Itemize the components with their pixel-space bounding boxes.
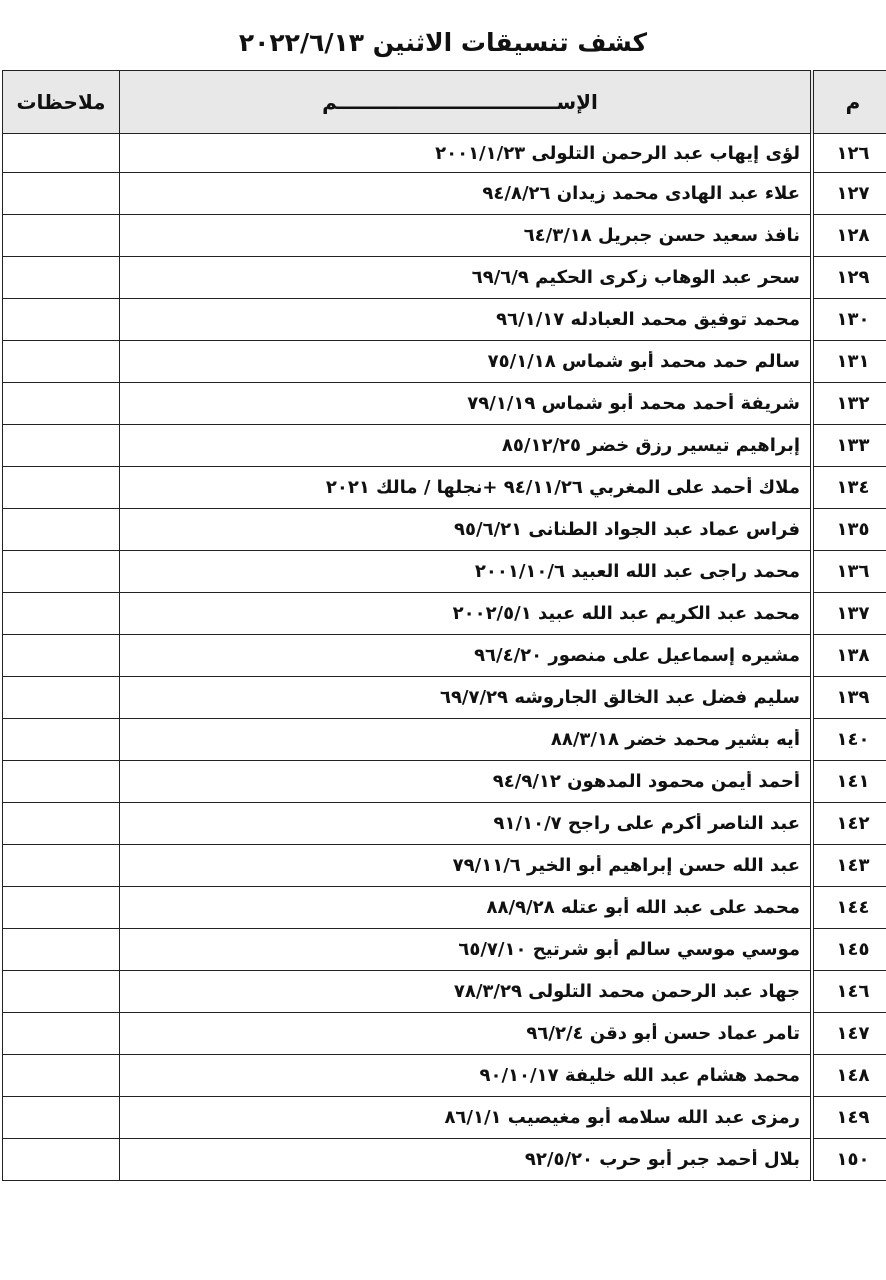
row-name-text: علاء عبد الهادى محمد زيدان ٩٤/٨/٢٦ <box>482 183 800 204</box>
table-row <box>3 1097 886 1139</box>
row-notes <box>3 551 120 593</box>
row-number <box>812 1139 886 1181</box>
row-notes <box>3 887 120 929</box>
row-number <box>812 299 886 341</box>
row-number <box>812 761 886 803</box>
row-number <box>812 887 886 929</box>
row-notes <box>3 425 120 467</box>
table-row <box>3 929 886 971</box>
table-row <box>3 1013 886 1055</box>
row-name-text: شريفة أحمد محمد أبو شماس ٧٩/١/١٩ <box>467 393 800 414</box>
row-number <box>812 257 886 299</box>
row-name <box>120 677 813 719</box>
table-row <box>3 134 886 173</box>
table-row <box>3 299 886 341</box>
row-number <box>812 341 886 383</box>
row-notes <box>3 635 120 677</box>
row-number-text: ١٣١ <box>836 351 870 372</box>
row-notes <box>3 215 120 257</box>
table-row <box>3 551 886 593</box>
header-notes: ملاحظات <box>3 71 120 134</box>
row-name-text: موسي موسي سالم أبو شرتيح ٦٥/٧/١٠ <box>458 939 800 960</box>
row-notes <box>3 299 120 341</box>
row-number-text: ١٣٨ <box>836 645 870 666</box>
row-name <box>120 1055 813 1097</box>
row-name <box>120 257 813 299</box>
row-number-text: ١٢٧ <box>836 183 870 204</box>
table-row <box>3 803 886 845</box>
row-name-text: نافذ سعيد حسن جبريل ٦٤/٣/١٨ <box>523 225 800 246</box>
row-number-text: ١٤٦ <box>836 981 870 1002</box>
row-name <box>120 887 813 929</box>
row-name <box>120 425 813 467</box>
table-row <box>3 341 886 383</box>
row-notes <box>3 761 120 803</box>
page-title: كشف تنسيقات الاثنين ٢٠٢٢/٦/١٣ <box>238 28 648 57</box>
row-name-text: ملاك أحمد على المغربي ٩٤/١١/٢٦ +نجلها / مالك ٢٠٢١ <box>325 477 800 498</box>
row-number-text: ١٤٤ <box>836 897 870 918</box>
row-number-text: ١٢٦ <box>836 142 870 164</box>
row-name-text: محمد عبد الكريم عبد الله عبيد ٢٠٠٢/٥/١ <box>452 603 800 624</box>
row-number <box>812 971 886 1013</box>
row-number-text: ١٤٥ <box>836 939 870 960</box>
row-number <box>812 719 886 761</box>
row-notes <box>3 1139 120 1181</box>
table-row <box>3 887 886 929</box>
row-number-text: ١٣٢ <box>836 393 870 414</box>
row-number <box>812 425 886 467</box>
row-number-text: ١٤٣ <box>836 855 870 876</box>
row-name-text: لؤى إيهاب عبد الرحمن التلولى ٢٠٠١/١/٢٣ <box>435 142 800 164</box>
row-number-text: ١٣٣ <box>836 435 870 456</box>
table-row <box>3 425 886 467</box>
row-name <box>120 971 813 1013</box>
row-name-text: محمد توفيق محمد العبادله ٩٦/١/١٧ <box>496 309 800 330</box>
row-number <box>812 551 886 593</box>
row-name <box>120 215 813 257</box>
row-name-text: فراس عماد عبد الجواد الطنانى ٩٥/٦/٢١ <box>454 519 800 540</box>
row-number <box>812 635 886 677</box>
row-notes <box>3 845 120 887</box>
row-number <box>812 803 886 845</box>
table-row <box>3 257 886 299</box>
row-notes <box>3 257 120 299</box>
row-number-text: ١٣٧ <box>836 603 870 624</box>
table-row <box>3 593 886 635</box>
row-name <box>120 761 813 803</box>
row-notes <box>3 1055 120 1097</box>
row-number <box>812 677 886 719</box>
header-name: الإســــــــــــــــــــــــــــــــم <box>120 71 813 134</box>
row-name-text: أيه بشير محمد خضر ٨٨/٣/١٨ <box>550 729 800 750</box>
row-number-text: ١٤٠ <box>836 729 870 750</box>
row-name-text: سالم حمد محمد أبو شماس ٧٥/١/١٨ <box>487 351 800 372</box>
row-number-text: ١٥٠ <box>836 1149 870 1170</box>
row-name <box>120 1013 813 1055</box>
row-name <box>120 1139 813 1181</box>
row-notes <box>3 971 120 1013</box>
row-number-text: ١٤٧ <box>836 1023 870 1044</box>
row-notes <box>3 1013 120 1055</box>
table-row <box>3 719 886 761</box>
row-name-text: سليم فضل عبد الخالق الجاروشه ٦٩/٧/٢٩ <box>439 687 800 708</box>
table-row <box>3 173 886 215</box>
table-body <box>3 134 886 1181</box>
row-notes <box>3 341 120 383</box>
row-number-text: ١٣٠ <box>836 309 870 330</box>
row-name <box>120 467 813 509</box>
table-row <box>3 761 886 803</box>
row-number <box>812 1055 886 1097</box>
row-number-text: ١٣٩ <box>836 687 870 708</box>
row-number <box>812 134 886 173</box>
row-notes <box>3 719 120 761</box>
row-name-text: مشيره إسماعيل على منصور ٩٦/٤/٢٠ <box>474 645 800 666</box>
row-number-text: ١٤٩ <box>836 1107 870 1128</box>
row-number <box>812 593 886 635</box>
row-name <box>120 719 813 761</box>
row-name <box>120 929 813 971</box>
row-number <box>812 845 886 887</box>
row-name-text: محمد هشام عبد الله خليفة ٩٠/١٠/١٧ <box>479 1065 800 1086</box>
row-notes <box>3 509 120 551</box>
row-name-text: جهاد عبد الرحمن محمد التلولى ٧٨/٣/٢٩ <box>453 981 800 1002</box>
row-name-text: محمد على عبد الله أبو عتله ٨٨/٩/٢٨ <box>486 897 800 918</box>
row-number <box>812 173 886 215</box>
row-notes <box>3 593 120 635</box>
row-name <box>120 509 813 551</box>
row-number-text: ١٣٦ <box>836 561 870 582</box>
row-name <box>120 173 813 215</box>
row-number <box>812 1097 886 1139</box>
row-number <box>812 929 886 971</box>
row-name-text: رمزى عبد الله سلامه أبو مغيصيب ٨٦/١/١ <box>444 1107 800 1128</box>
row-number-text: ١٢٩ <box>836 267 870 288</box>
row-name <box>120 593 813 635</box>
row-name-text: عبد الناصر أكرم على راجح ٩١/١٠/٧ <box>493 813 800 834</box>
row-name <box>120 134 813 173</box>
row-name-text: عبد الله حسن إبراهيم أبو الخير ٧٩/١١/٦ <box>452 855 800 876</box>
table-row <box>3 383 886 425</box>
row-number <box>812 215 886 257</box>
row-name-text: إبراهيم تيسير رزق خضر ٨٥/١٢/٢٥ <box>501 435 800 456</box>
table-row <box>3 1139 886 1181</box>
table-row <box>3 467 886 509</box>
row-name-text: سحر عبد الوهاب زكرى الحكيم ٦٩/٦/٩ <box>471 267 800 288</box>
table-row <box>3 677 886 719</box>
table-row <box>3 971 886 1013</box>
names-table <box>2 70 886 1181</box>
row-name <box>120 1097 813 1139</box>
row-number-text: ١٤١ <box>836 771 870 792</box>
row-notes <box>3 1097 120 1139</box>
row-notes <box>3 677 120 719</box>
row-notes <box>3 383 120 425</box>
row-notes <box>3 803 120 845</box>
row-notes <box>3 467 120 509</box>
header-number: م <box>812 71 886 134</box>
table-row <box>3 845 886 887</box>
table-row <box>3 635 886 677</box>
row-name <box>120 383 813 425</box>
row-number <box>812 383 886 425</box>
row-name <box>120 803 813 845</box>
row-name <box>120 635 813 677</box>
row-notes <box>3 173 120 215</box>
table-header-row <box>3 71 886 134</box>
row-number-text: ١٤٨ <box>836 1065 870 1086</box>
table-row <box>3 215 886 257</box>
row-number <box>812 509 886 551</box>
row-number-text: ١٣٥ <box>836 519 870 540</box>
row-name-text: بلال أحمد جبر أبو حرب ٩٢/٥/٢٠ <box>524 1149 800 1170</box>
row-number-text: ١٣٤ <box>836 477 870 498</box>
table-row <box>3 1055 886 1097</box>
row-notes <box>3 134 120 173</box>
row-name <box>120 551 813 593</box>
row-notes <box>3 929 120 971</box>
row-name-text: تامر عماد حسن أبو دقن ٩٦/٢/٤ <box>526 1023 800 1044</box>
row-number <box>812 1013 886 1055</box>
row-number <box>812 467 886 509</box>
row-name <box>120 341 813 383</box>
row-name <box>120 299 813 341</box>
row-name-text: محمد راجى عبد الله العبيد ٢٠٠١/١٠/٦ <box>474 561 800 582</box>
row-name <box>120 845 813 887</box>
row-number-text: ١٢٨ <box>836 225 870 246</box>
row-name-text: أحمد أيمن محمود المدهون ٩٤/٩/١٢ <box>492 771 800 792</box>
row-number-text: ١٤٢ <box>836 813 870 834</box>
table-row <box>3 509 886 551</box>
